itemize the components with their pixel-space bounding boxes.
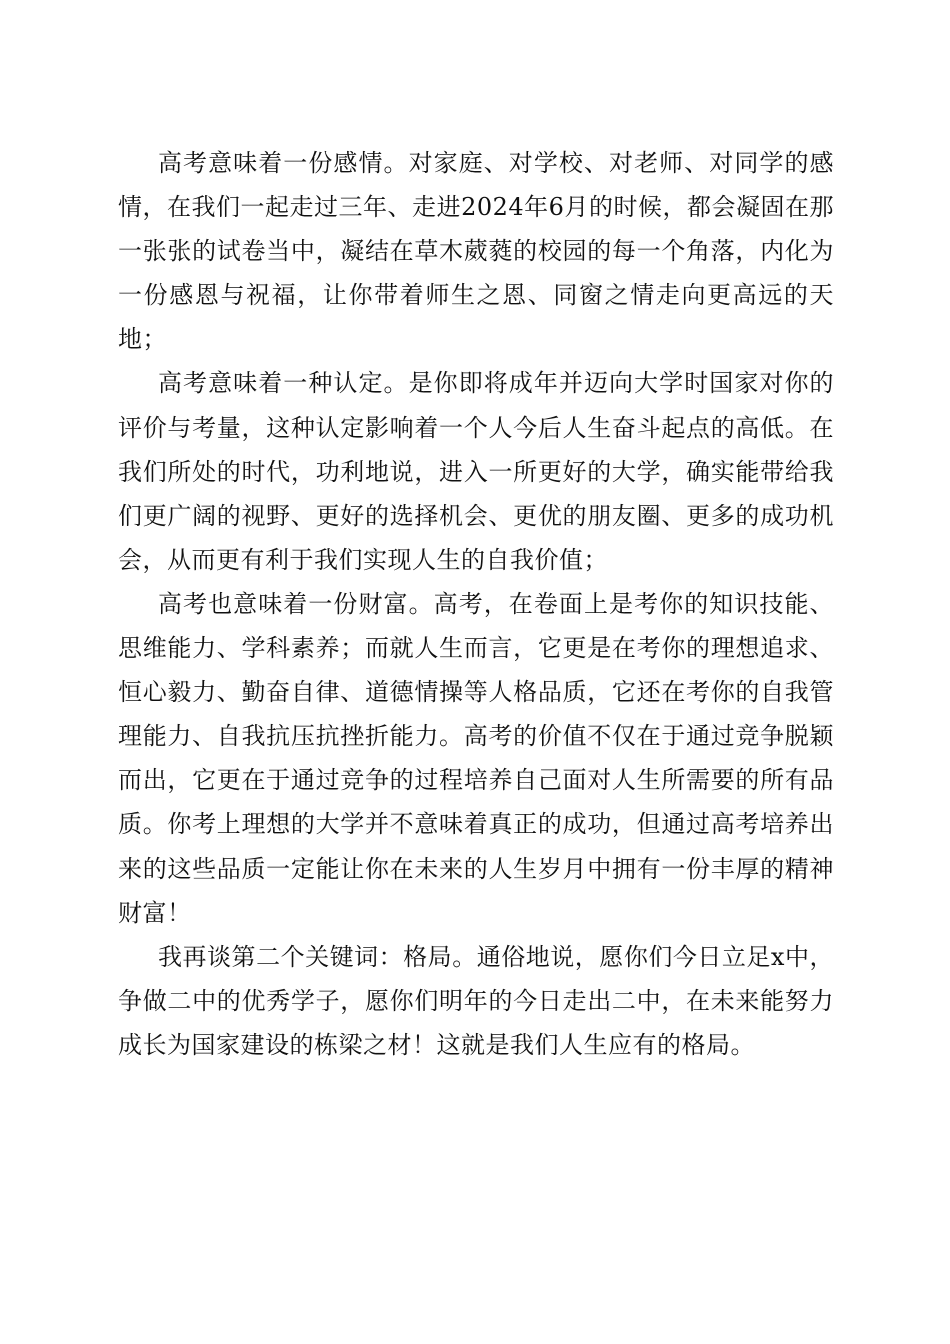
paragraph-pattern: 我再谈第二个关键词：格局。通俗地说，愿你们今日立足x中，争做二中的优秀学子，愿你们明年的今日走出二中，在未来能努力成长为国家建设的栋梁之材！这就是我们人生应有的格局。 bbox=[118, 942, 834, 1059]
paragraph-emotion: 高考意味着一份感情。对家庭、对学校、对老师、对同学的感情，在我们一起走过三年、走进2024年6月的时候，都会凝固在那一张张的试卷当中，凝结在草木葳蕤的校园的每一个角落，内化为一份感恩与祝福，让你带着师生之恩、同窗之情走向更高远的天地； bbox=[118, 149, 834, 354]
paragraph-wealth: 高考也意味着一份财富。高考，在卷面上是考你的知识技能、思维能力、学科素养；而就人生而言，它更是在考你的理想追求、恒心毅力、勤奋自律、道德情操等人格品质，它还在考你的自我管理能力、自我抗压抗挫折能力。高考的价值不仅在于通过竞争脱颖而出，它更在于通过竞争的过程培养自己面对人生所需要的所有品质。你考上理想的大学并不意味着真正的成功，但通过高考培养出来的这些品质一定能让你在未来的人生岁月中拥有一份丰厚的精神财富！ bbox=[118, 589, 834, 927]
document-body bbox=[118, 141, 834, 1067]
paragraph-recognition: 高考意味着一种认定。是你即将成年并迈向大学时国家对你的评价与考量，这种认定影响着一个人今后人生奋斗起点的高低。在我们所处的时代，功利地说，进入一所更好的大学，确实能带给我们更广阔的视野、更好的选择机会、更优的朋友圈、更多的成功机会，从而更有利于我们实现人生的自我价值； bbox=[118, 369, 834, 574]
